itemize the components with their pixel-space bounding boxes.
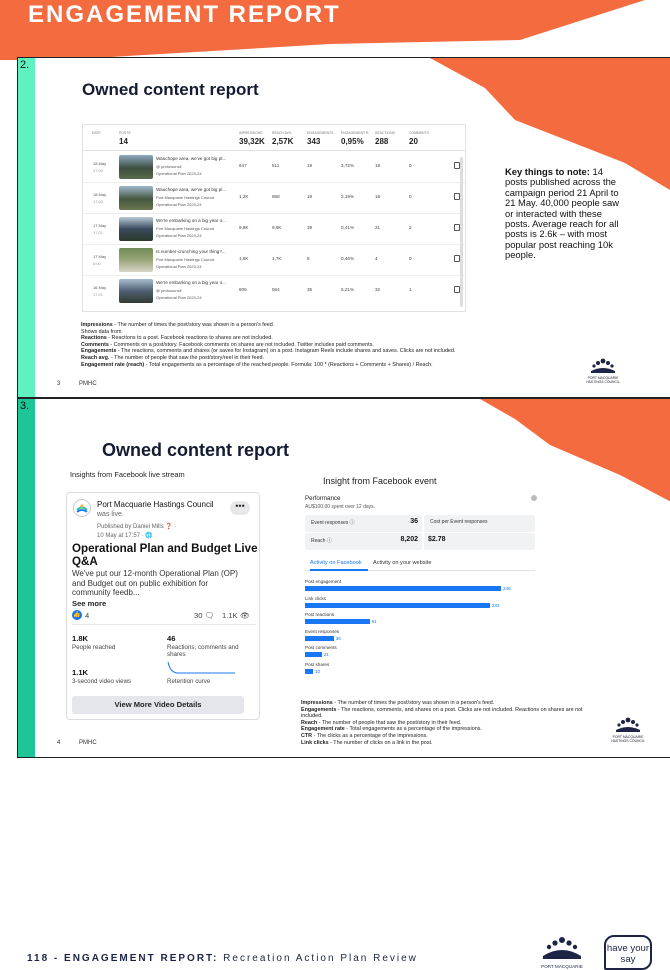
cost-value-box [424,533,535,550]
row-date: 16 May [93,285,107,290]
stat-reactions-value: 46 [167,634,176,643]
row-account: Port Macquarie Hastings Council [156,195,215,200]
stat-people-reached-label: People reached [72,644,116,651]
glossary-def: - Total engagements as a percentage of the impressions. [344,726,482,733]
table-row[interactable] [83,152,465,183]
slide-3-orange-deco [480,399,670,504]
key-notes-body: 14 posts published across the campaign period 21 April to 21 May. 40,000 people saw or interacted with these posts. Average reach for all posts is 2.6k – with most popular post reaching 10k people. [505,166,619,261]
fb-post-title: Operational Plan and Budget Live Q&A [72,542,258,568]
bar-value: 10 [314,669,321,674]
glossary-item [301,733,601,740]
fb-published-by: Published by Daniel Mills ❓ · [97,524,177,530]
active-tab-underline [310,569,368,571]
glossary-def: - The number of people that saw the post/story/reel in their feed. [109,354,264,361]
stat-reactions-label: Reactions, comments and shares [167,644,239,659]
glossary-item [81,342,541,349]
row-title: Wauchope area, we've got big pl... [156,156,227,161]
retention-curve-icon [167,661,237,675]
page-footer [27,953,418,964]
glossary-def: - The number of clicks on a link in the post. [328,739,433,746]
row-impressions: 1,8K [239,256,249,261]
glossary-def: - The clicks as a percentage of the impressions. [312,732,428,739]
row-impressions: 9,9K [239,225,249,230]
row-reactions: 4 [375,256,378,261]
bar [305,652,322,657]
row-reactions: 32 [375,287,381,292]
bar-value: 21 [323,652,329,658]
row-impressions: 647 [239,163,247,168]
slide-2-strip [18,58,35,397]
row-date: 18 May [93,192,107,197]
glossary-def: - The number of people that saw the post/story in their feed. [317,719,462,726]
row-time: 6:00 [93,261,101,266]
row-impressions: 605 [239,287,247,292]
council-footer-logo [537,934,587,970]
glossary-item [301,720,601,727]
performance-label: Performance [305,495,341,502]
view-more-video-details-button[interactable]: View More Video Details [72,696,244,714]
row-engagements: 19 [307,163,313,168]
page-avatar[interactable] [73,499,91,517]
glossary-item [81,335,541,342]
row-title: Is number-crunching your thing?... [156,249,226,254]
row-rate: 6,21% [341,287,355,292]
slide-3-strip [18,399,35,757]
fb-was-live: was live. [97,511,124,518]
fb-like-count[interactable]: 4 [85,611,90,620]
pmhc-logo-text: PORT MACQUARIE HASTINGS COUNCIL [611,735,645,743]
col-engagements-value: 343 [307,137,321,146]
row-engagements: 39 [307,225,313,230]
col-posts-label: POSTS [119,131,131,135]
col-engagements-label: ENGAGEMENTS [307,131,334,135]
table-scrollbar[interactable] [460,157,463,307]
fb-published-at: 10 May at 17:57 · 🌐 [97,533,153,539]
bar-value: 246 [503,586,511,591]
col-comments-label: COMMENTS [409,131,429,135]
row-reactions: 18 [375,163,381,168]
row-title: We're embarking on a big year o... [156,218,226,223]
event-responses-box [305,515,422,532]
slide-3-number: 3. [20,400,30,412]
divider [72,624,256,625]
cost-per-response-label: Cost per Event responses [430,519,488,525]
post-thumbnail [119,217,153,241]
row-rate: 3,72% [341,163,355,168]
glossary-def: - The reactions, comments, and shares on a post. Clicks are not included. Reactions on shares are not included. [301,706,583,720]
glossary-item [81,348,541,355]
table-row[interactable] [83,183,465,214]
glossary-term: Link clicks [301,739,329,746]
row-time: 17:01 [93,230,104,235]
slide-2-glossary [81,322,541,368]
row-comments: 2 [409,225,412,230]
row-plan: Operational Plan 2023-24 [156,264,202,269]
glossary-term: Engagements [301,706,337,713]
glossary-term: CTR [301,732,313,739]
posts-table [82,124,466,312]
row-reactions: 31 [375,225,381,230]
reach-label: Reach ⓘ [311,538,332,544]
glossary-term: Reactions [81,335,107,342]
bar-value: 36 [335,635,341,641]
col-reactions-value: 288 [375,137,389,146]
row-title: Wauchope area, we've got big pl... [156,187,227,192]
fb-live-subtitle: Insights from Facebook live stream [70,470,185,479]
footer-logo-text: PORT MACQUARIE [541,964,583,969]
reach-box [305,533,422,550]
row-reach: 564 [272,287,280,292]
row-reactions: 18 [375,194,381,199]
glossary-item [301,700,601,707]
fb-page-name[interactable]: Port Macquarie Hastings Council [97,500,214,509]
bar-label: Post engagement [305,579,342,584]
slide-3-glossary [301,700,601,746]
key-notes-lead: Key things to note: [505,166,590,177]
col-reactions-label: REACTIONS [375,131,395,135]
footer-subtitle: Recreation Action Plan Review [223,953,418,964]
slide-2-number: 2. [20,59,30,71]
report-title: ENGAGEMENT REPORT [28,1,341,28]
glossary-def: - The number of times the post/story was shown in a person's feed. [112,322,275,328]
row-comments: 0 [409,194,412,199]
event-responses-value: 36 [410,518,418,525]
bar [305,636,334,641]
slide-2-heading: Owned content report [82,80,259,99]
see-more-link[interactable]: See more [72,599,107,608]
glossary-term: Impressions [301,700,333,706]
glossary-term: Reach [301,719,318,726]
row-impressions: 1,2K [239,194,249,199]
info-icon[interactable] [531,495,537,501]
col-reach-value: 2,57K [272,137,294,146]
cost-per-response-box [424,515,535,532]
col-posts-value: 14 [119,137,128,146]
glossary-term: Engagements [81,348,117,355]
glossary-def: - Total engagements as a percentage of the reached people. Formula: 100 * (Reactions + Comments + Shares) / Reach. [144,361,433,368]
bar [305,586,501,591]
stat-video-views-label: 3-second video views [72,678,132,685]
glossary-def: - The number of times the post/story was shown in a person's feed. [332,700,495,706]
post-thumbnail [119,279,153,303]
key-notes [505,167,623,261]
glossary-def: - Comments on a post/story. Facebook comments on shares are not included. Twitter includes paid comments. [108,341,374,348]
glossary-item [81,355,541,362]
stat-video-views-value: 1.1K [72,668,89,677]
bar [305,603,490,608]
slide-3-heading: Owned content report [102,440,290,460]
footer-page-number: 118 [27,953,50,964]
row-time: 17:00 [93,168,104,173]
pmhc-logo [608,715,648,745]
glossary-item [301,740,601,747]
fb-view-count: 1.1K 👁 [222,611,250,620]
glossary-def: - The reactions, comments and shares (or saves for Instagram) on a post. Instagram Reels include shares and saves. Clicks are not included. [116,348,456,355]
row-account: @ pmhcouncil [156,164,182,169]
col-impressions-label: IMPRESSIONS [239,131,263,135]
row-comments: 0 [409,256,412,261]
council-logo-icon [537,934,587,964]
table-row[interactable] [83,214,465,245]
reach-value: 8,202 [400,536,418,543]
slide-3 [17,398,670,758]
row-plan: Operational Plan 2023-24 [156,171,202,176]
col-date-label: DATE [92,131,101,135]
col-rate-value: 0,95% [341,137,364,146]
council-logo-icon [74,500,90,516]
row-engagements: 35 [307,287,313,292]
glossary-def: - Reactions to a post. Facebook reactions to shares are not included. [106,335,273,342]
bar-value: 81 [371,619,377,625]
bar [305,669,313,674]
tab-activity-on-facebook[interactable]: Activity on Facebook [310,560,362,566]
row-date: 17 May [93,223,107,228]
glossary-item [301,707,601,720]
glossary-term: Reach avg. [81,354,110,361]
bar-value: 232 [491,602,500,608]
glossary-term: Comments [81,341,109,348]
fb-live-card [66,492,260,720]
have-your-say-logo: have your say [604,935,652,970]
glossary-item [81,362,541,369]
col-reach-label: REACH AVG. [272,131,293,135]
glossary-term: Engagement rate [301,726,345,733]
bar-label: Post comments [305,645,337,651]
bar-label: Link clicks [305,595,326,601]
pmhc-logo-text: PORT MACQUARIE HASTINGS COUNCIL [586,376,620,384]
post-thumbnail [119,248,153,272]
pmhc-logo-icon [608,715,648,735]
row-reach: 1,7K [272,256,282,261]
table-row[interactable] [83,245,465,276]
row-reach: 868 [272,194,280,199]
row-title: We're embarking on a big year o... [156,280,226,285]
row-comments: 0 [409,163,412,168]
row-plan: Operational Plan 2023-24 [156,202,202,207]
post-thumbnail [119,155,153,179]
pmhc-logo [583,356,623,386]
cost-per-response-value: $2.78 [428,536,446,543]
slide-2 [17,57,670,398]
row-comments: 1 [409,287,412,292]
event-responses-label: Event responses ⓘ [311,520,355,526]
row-rate: 0,46% [341,256,355,261]
bar-label: Event responses [305,628,340,634]
row-rate: 0,41% [341,225,355,230]
slide-3-page-number: 4 [57,740,61,746]
row-account: Port Macquarie Hastings Council [156,226,215,231]
row-date: 18 May [93,161,107,166]
spent-label: AU$100.00 spent over 12 days. [305,504,376,510]
row-reach: 9,6K [272,225,282,230]
fb-comment-count[interactable]: 30 🗨 [194,611,215,620]
row-date: 17 May [93,254,107,259]
post-thumbnail [119,186,153,210]
col-rate-label: ENGAGEMENT R. [341,131,370,135]
tab-activity-on-website[interactable]: Activity on your website [373,560,432,566]
glossary-item [301,726,601,733]
row-plan: Operational Plan 2023-24 [156,233,202,238]
glossary-item [81,322,541,329]
row-time: 17:01 [93,292,104,297]
footer-label: - ENGAGEMENT REPORT: [53,953,219,964]
slide-2-page-number: 3 [57,381,61,387]
row-plan: Operational Plan 2023-24 [156,295,202,300]
row-engagements: 19 [307,194,313,199]
glossary-def: Shows data from [81,328,122,335]
slide-2-org: PMHC [79,381,97,387]
slide-3-org: PMHC [79,740,97,746]
bar-label: Post reactions [305,612,335,618]
stat-retention-label: Retention curve [167,678,211,685]
row-account: @ pmhcouncil [156,288,182,293]
bar-label: Post shares [305,662,330,667]
pmhc-logo-icon [583,356,623,376]
like-icon: 👍 [73,612,81,618]
col-comments-value: 20 [409,137,418,146]
more-options-icon[interactable]: ••• [230,501,250,515]
bar [305,619,370,624]
glossary-item [81,329,541,336]
stat-people-reached-value: 1.8K [72,634,89,643]
table-header [83,125,465,151]
row-rate: 2,19% [341,194,355,199]
glossary-term: Engagement rate (reach) [81,361,145,368]
row-account: Port Macquarie Hastings Council [156,257,215,262]
fb-post-desc: We've put our 12-month Operational Plan (OP) and Budget out on public exhibition for community feedb... [72,569,238,598]
row-engagements: 8 [307,256,310,261]
col-impressions-value: 39,32K [239,137,265,146]
fb-event-subtitle: Insight from Facebook event [323,476,437,486]
row-time: 17:00 [93,199,104,204]
row-reach: 511 [272,163,280,168]
table-row[interactable] [83,276,465,307]
glossary-term: Impressions [81,322,113,328]
